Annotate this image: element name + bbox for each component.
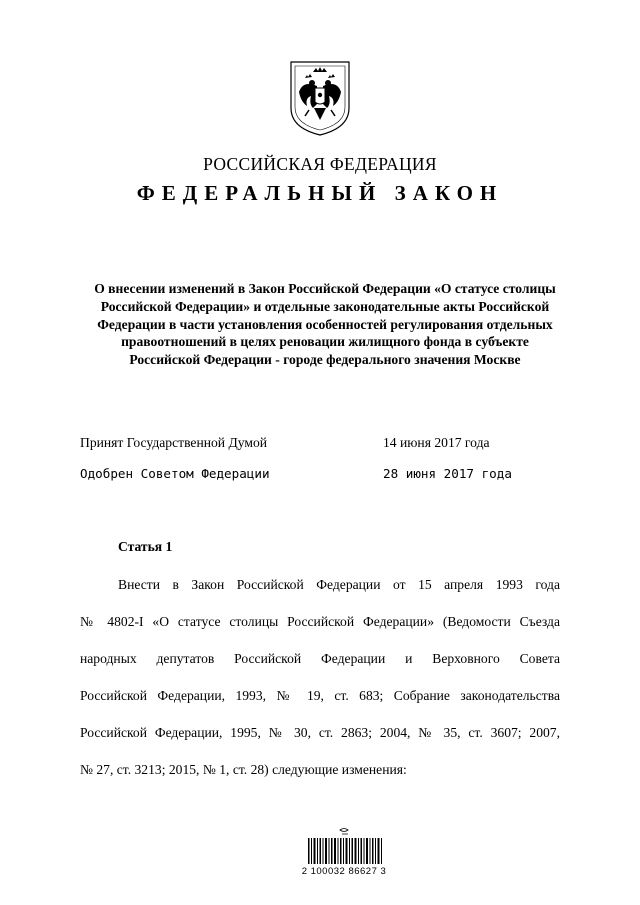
article-text-line: Российской Федерации, 1993, № 19, ст. 683; Собрание законодательства xyxy=(80,688,560,703)
law-title: О внесении изменений в Закон Российской Федерации «О статусе столицы Российской Федерации» и отдельные законодательные акты Российской Федерации в части установления особенностей регулирования отдельных правоотношений в целях реновации жилищного фонда в субъекте Российской Федерации - городе федерального значения Москве xyxy=(94,281,556,368)
coat-of-arms-emblem xyxy=(287,58,353,138)
council-approval-label: Одобрен Советом Федерации xyxy=(80,466,270,481)
duma-adoption-label: Принят Государственной Думой xyxy=(80,435,268,450)
law-type-heading: ФЕДЕРАЛЬНЫЙ ЗАКОН xyxy=(136,181,504,205)
council-approval-date: 28 июня 2017 года xyxy=(383,466,512,481)
article-text-line: народных депутатов Российской Федерации и Верховного Совета xyxy=(80,651,560,666)
duma-adoption-date: 14 июня 2017 года xyxy=(383,435,490,450)
country-name: РОССИЙСКАЯ ФЕДЕРАЦИЯ xyxy=(203,154,437,174)
article-text-line: № 4802-I «О статусе столицы Российской Федерации» (Ведомости Съезда xyxy=(80,614,560,629)
article-text-line: № 27, ст. 3213; 2015, № 1, ст. 28) следующие изменения: xyxy=(80,762,407,777)
article-text-line: Российской Федерации, 1995, № 30, ст. 2863; 2004, № 35, ст. 3607; 2007, xyxy=(80,725,560,740)
barcode-number: 2 100032 86627 3 xyxy=(301,866,387,877)
article-heading: Статья 1 xyxy=(118,539,173,554)
article-text-line: Внести в Закон Российской Федерации от 15 апреля 1993 года xyxy=(118,577,560,592)
